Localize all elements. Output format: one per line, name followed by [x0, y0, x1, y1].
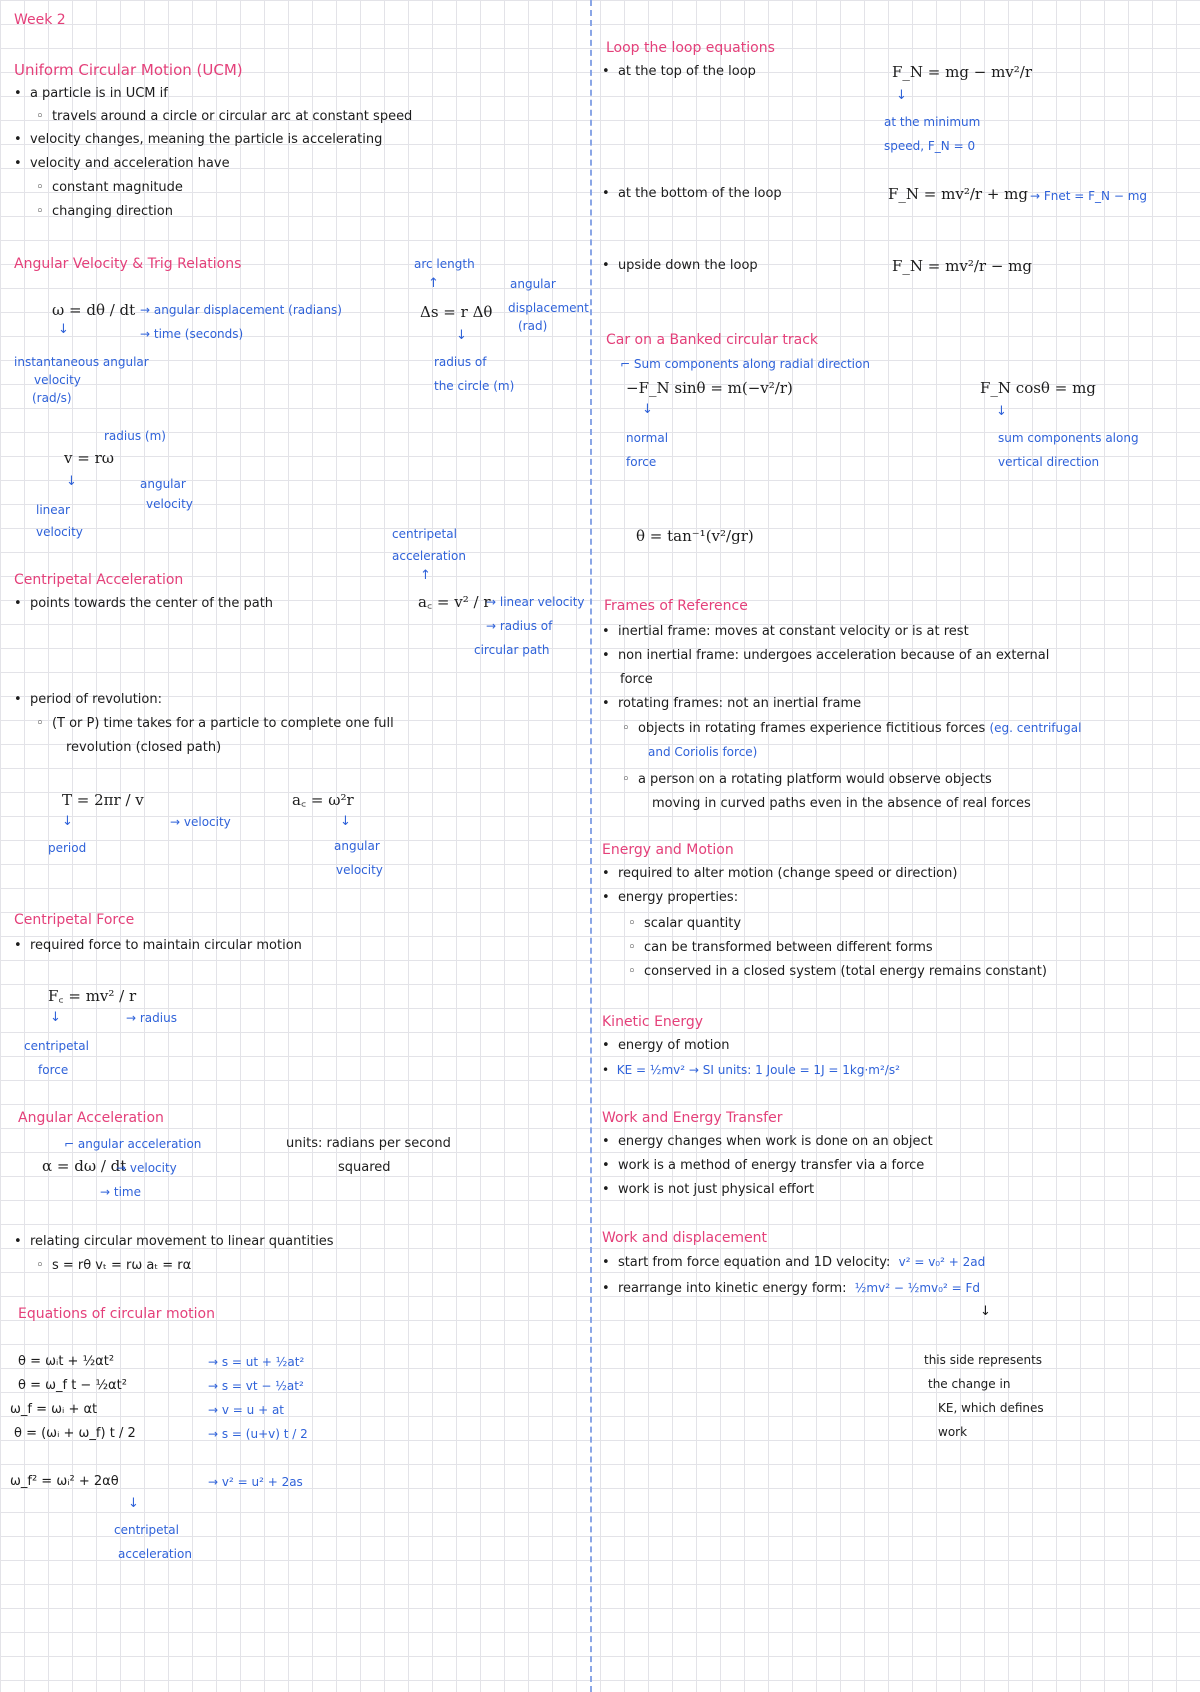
loop-upside: • upside down the loop	[602, 258, 758, 273]
cf-lab-2: force	[38, 1063, 69, 1077]
aa-equation: α = dω / dt	[42, 1157, 127, 1175]
cf-ann: → radius	[126, 1011, 177, 1025]
loop-heading: Loop the loop equations	[606, 40, 775, 56]
wd-note-1: this side represents	[924, 1353, 1043, 1367]
loop-top-ann-1: at the minimum	[884, 115, 981, 129]
banked-ann-2b: vertical direction	[998, 455, 1100, 469]
energy-sub-1: ◦ scalar quantity	[628, 916, 742, 931]
eq-5: ω_f² = ωᵢ² + 2αθ	[10, 1474, 119, 1489]
v-equation: v = rω	[64, 449, 114, 467]
aa-text-2: s = rθ vₜ = rω aₜ = rα	[51, 1258, 192, 1273]
centripetal-force-heading: Centripetal Force	[14, 912, 135, 928]
frames-bullet-2: • non inertial frame: undergoes acceleration because of an external	[602, 648, 1050, 663]
frames-text-4b: (eg. centrifugal	[989, 721, 1082, 735]
work-text-1: energy changes when work is done on an object	[617, 1134, 933, 1149]
loop-bottom-text: at the bottom of the loop	[617, 186, 782, 201]
wd-text-2: rearrange into kinetic energy form:	[617, 1281, 847, 1296]
omega-equation: ω = dθ / dt	[52, 301, 136, 319]
column-divider	[590, 0, 592, 1692]
period-v-ann: → velocity	[170, 815, 231, 829]
banked-eq-1: −F_N sinθ = m(−v²/r)	[626, 379, 793, 397]
arc-ang-1: angular	[510, 277, 556, 291]
energy-sub-2: ◦ can be transformed between different forms	[628, 940, 933, 955]
loop-top-eq: F_N = mg − mv²/r	[892, 63, 1033, 81]
omega-ann-1: → angular displacement (radians)	[140, 303, 342, 317]
centripetal-acc-heading: Centripetal Acceleration	[14, 572, 184, 588]
down-arrow-icon: ↓	[456, 328, 467, 343]
ca-ann-3: circular path	[474, 643, 550, 657]
down-arrow-icon: ↓	[340, 814, 351, 829]
aa-bullet-1: • relating circular movement to linear quantities	[14, 1234, 334, 1249]
banked-eq-2: F_N cosθ = mg	[980, 379, 1096, 397]
omega-ann-2: → time (seconds)	[140, 327, 244, 341]
wd-eq-2: ½mv² − ½mv₀² = Fd	[854, 1281, 980, 1295]
aa-units-2: squared	[338, 1160, 391, 1175]
wd-bullet-2: • rearrange into kinetic energy form: ½mv² − ½mv₀² = Fd	[602, 1281, 980, 1296]
down-arrow-icon: ↓	[996, 404, 1007, 419]
wd-eq-1: v² = v₀² + 2ad	[898, 1255, 986, 1269]
frames-sub-2: ◦ a person on a rotating platform would observe objects	[622, 772, 992, 787]
frames-text-2: non inertial frame: undergoes acceleration because of an external	[617, 648, 1050, 663]
work-bullet-1: • energy changes when work is done on an object	[602, 1134, 933, 1149]
down-arrow-icon: ↓	[62, 814, 73, 829]
ke-bullet-1: • energy of motion	[602, 1038, 730, 1053]
ucm-bullet-1: • a particle is in UCM if	[14, 86, 168, 101]
ucm-sub-1: ◦ travels around a circle or circular arc at constant speed	[36, 109, 413, 124]
wd-text-1: start from force equation and 1D velocity:	[617, 1255, 891, 1270]
arc-equation: Δs = r Δθ	[420, 303, 493, 321]
ucm-text-2: travels around a circle or circular arc at constant speed	[51, 109, 413, 124]
loop-top-text: at the top of the loop	[617, 64, 756, 79]
up-arrow-icon: ↑	[428, 276, 439, 291]
period-def-2: revolution (closed path)	[66, 740, 222, 755]
eq-linear-4: → s = (u+v) t / 2	[208, 1427, 308, 1441]
ucm-sub-3: ◦ changing direction	[36, 204, 173, 219]
v-ang-1: angular	[140, 477, 186, 491]
ke-text-2: KE = ½mv² → SI units: 1 Joule = 1J = 1kg·m²/s²	[616, 1063, 900, 1077]
work-bullet-3: • work is not just physical effort	[602, 1182, 815, 1197]
period-sub: ◦ (T or P) time takes for a particle to complete one full	[36, 716, 394, 731]
frames-text-5: a person on a rotating platform would observe objects	[637, 772, 992, 787]
energy-text-3: scalar quantity	[643, 916, 742, 931]
angular-acc-heading: Angular Acceleration	[18, 1110, 164, 1126]
eq-linear-1: → s = ut + ½at²	[208, 1355, 305, 1369]
ucm-heading: Uniform Circular Motion (UCM)	[14, 61, 243, 79]
eq-4: θ = (ωᵢ + ω_f) t / 2	[14, 1426, 136, 1441]
work-heading: Work and Energy Transfer	[602, 1110, 783, 1126]
loop-top-ann-2: speed, F_N = 0	[884, 139, 976, 153]
omega-ann-4: velocity	[34, 373, 81, 387]
cf-bullet-1: • required force to maintain circular motion	[14, 938, 302, 953]
energy-heading: Energy and Motion	[602, 842, 734, 858]
v-radius-label: radius (m)	[104, 429, 166, 443]
eq-lab-1: centripetal	[114, 1523, 179, 1537]
aa-units-1: units: radians per second	[286, 1136, 451, 1151]
banked-ann-1: ⌐ Sum components along radial direction	[620, 357, 870, 371]
frames-sub-1: ◦ objects in rotating frames experience fictitious forces (eg. centrifugal	[622, 721, 1082, 736]
ca-equation: a꜀ = v² / r	[418, 593, 491, 611]
energy-bullet-1: • required to alter motion (change speed or direction)	[602, 866, 958, 881]
eq-1: θ = ωᵢt + ½αt²	[18, 1354, 115, 1369]
page-title: Week 2	[14, 12, 66, 28]
ca-text-1: points towards the center of the path	[29, 596, 274, 611]
arc-r-1: radius of	[434, 355, 487, 369]
ac-lab-2: velocity	[336, 863, 383, 877]
aa-ann-2: → velocity	[116, 1161, 177, 1175]
down-arrow-icon: ↓	[50, 1010, 61, 1025]
down-arrow-icon: ↓	[896, 88, 907, 103]
wd-note-2: the change in	[928, 1377, 1011, 1391]
ac-omega-equation: a꜀ = ω²r	[292, 791, 354, 809]
v-ang-2: velocity	[146, 497, 193, 511]
ucm-text-3: velocity changes, meaning the particle is accelerating	[29, 132, 383, 147]
aa-sub-1: ◦ s = rθ vₜ = rω aₜ = rα	[36, 1258, 192, 1273]
ke-text-1: energy of motion	[617, 1038, 730, 1053]
eq-linear-5: → v² = u² + 2as	[208, 1475, 303, 1489]
ca-ann-2: → radius of	[486, 619, 553, 633]
work-bullet-2: • work is a method of energy transfer via a force	[602, 1158, 925, 1173]
loop-bottom-ann: → Fnet = F_N − mg	[1030, 189, 1148, 203]
period-def-1: (T or P) time takes for a particle to complete one full	[51, 716, 394, 731]
eq-3: ω_f = ωᵢ + αt	[10, 1402, 98, 1417]
frames-text-3: rotating frames: not an inertial frame	[617, 696, 862, 711]
ca-ann-1: → linear velocity	[486, 595, 585, 609]
period-bullet: • period of revolution:	[14, 692, 162, 707]
work-text-3: work is not just physical effort	[617, 1182, 815, 1197]
arc-ang-3: (rad)	[518, 319, 548, 333]
frames-text-2b: force	[620, 672, 653, 687]
wd-heading: Work and displacement	[602, 1230, 768, 1246]
energy-text-4: can be transformed between different forms	[643, 940, 933, 955]
wd-bullet-1: • start from force equation and 1D velocity: v² = v₀² + 2ad	[602, 1255, 986, 1270]
angular-heading: Angular Velocity & Trig Relations	[14, 256, 242, 272]
ac-lab-1: angular	[334, 839, 380, 853]
ca-label-2: acceleration	[392, 549, 466, 563]
ucm-sub-2: ◦ constant magnitude	[36, 180, 183, 195]
aa-ann-1-text: angular acceleration	[77, 1137, 202, 1151]
eq-lab-2: acceleration	[118, 1547, 192, 1561]
ucm-text-1: a particle is in UCM if	[29, 86, 168, 101]
ke-bullet-2: • KE = ½mv² → SI units: 1 Joule = 1J = 1kg·m²/s²	[602, 1063, 900, 1077]
down-arrow-icon: ↓	[642, 402, 653, 417]
ca-bullet-1: • points towards the center of the path	[14, 596, 274, 611]
aa-text-1: relating circular movement to linear quantities	[29, 1234, 334, 1249]
aa-ann-3: → time	[100, 1185, 141, 1199]
ca-label-1: centripetal	[392, 527, 457, 541]
ucm-text-4: velocity and acceleration have	[29, 156, 230, 171]
frames-text-4: objects in rotating frames experience fictitious forces	[637, 721, 986, 736]
omega-ann-3: instantaneous angular	[14, 355, 149, 369]
frames-text-5b: moving in curved paths even in the absence of real forces	[652, 796, 1031, 811]
banked-heading: Car on a Banked circular track	[606, 332, 819, 348]
v-lin-2: velocity	[36, 525, 83, 539]
energy-bullet-2: • energy properties:	[602, 890, 739, 905]
wd-note-4: work	[938, 1425, 968, 1439]
banked-ann-1-text: Sum components along radial direction	[633, 357, 870, 371]
arc-ang-2: displacement	[508, 301, 589, 315]
eq-2: θ = ω_f t − ½αt²	[18, 1378, 127, 1393]
cf-text-1: required force to maintain circular motion	[29, 938, 302, 953]
up-arrow-icon: ↑	[420, 568, 431, 583]
eq-linear-2: → s = vt − ½at²	[208, 1379, 304, 1393]
omega-ann-5: (rad/s)	[32, 391, 72, 405]
loop-upside-text: upside down the loop	[617, 258, 758, 273]
ucm-text-6: changing direction	[51, 204, 173, 219]
frames-text-1: inertial frame: moves at constant velocity or is at rest	[617, 624, 969, 639]
arc-r-2: the circle (m)	[434, 379, 515, 393]
energy-text-1: required to alter motion (change speed or direction)	[617, 866, 958, 881]
loop-upside-eq: F_N = mv²/r − mg	[892, 257, 1033, 275]
loop-top: • at the top of the loop	[602, 64, 756, 79]
loop-bottom-eq: F_N = mv²/r + mg	[888, 185, 1029, 203]
loop-bottom: • at the bottom of the loop	[602, 186, 782, 201]
work-text-2: work is a method of energy transfer via a force	[617, 1158, 925, 1173]
down-arrow-icon: ↓	[980, 1304, 991, 1319]
period-label: period	[48, 841, 87, 855]
banked-lab-1: normal	[626, 431, 669, 445]
down-arrow-icon: ↓	[58, 322, 69, 337]
frames-bullet-1: • inertial frame: moves at constant velocity or is at rest	[602, 624, 969, 639]
down-arrow-icon: ↓	[66, 474, 77, 489]
ucm-bullet-3: • velocity and acceleration have	[14, 156, 230, 171]
arc-length-label: arc length	[414, 257, 475, 271]
frames-text-4c: and Coriolis force)	[648, 745, 758, 759]
down-arrow-icon: ↓	[128, 1496, 139, 1511]
energy-text-5: conserved in a closed system (total energy remains constant)	[643, 964, 1047, 979]
frames-heading: Frames of Reference	[604, 598, 748, 614]
wd-note-3: KE, which defines	[938, 1401, 1044, 1415]
banked-eq-3: θ = tan⁻¹(v²/gr)	[636, 527, 754, 545]
energy-sub-3: ◦ conserved in a closed system (total energy remains constant)	[628, 964, 1047, 979]
banked-lab-2: force	[626, 455, 657, 469]
v-lin-1: linear	[36, 503, 70, 517]
cf-equation: F꜀ = mv² / r	[48, 987, 137, 1005]
eq-linear-3: → v = u + at	[208, 1403, 285, 1417]
period-equation: T = 2πr / v	[62, 791, 144, 809]
ke-heading: Kinetic Energy	[602, 1014, 704, 1030]
ucm-text-5: constant magnitude	[51, 180, 183, 195]
equations-heading: Equations of circular motion	[18, 1306, 215, 1322]
banked-ann-2a: sum components along	[998, 431, 1139, 445]
energy-text-2: energy properties:	[617, 890, 739, 905]
aa-ann-1: ⌐ angular acceleration	[64, 1137, 202, 1151]
period-text: period of revolution:	[29, 692, 162, 707]
ucm-bullet-2: • velocity changes, meaning the particle is accelerating	[14, 132, 383, 147]
cf-lab-1: centripetal	[24, 1039, 89, 1053]
frames-bullet-3: • rotating frames: not an inertial frame	[602, 696, 862, 711]
